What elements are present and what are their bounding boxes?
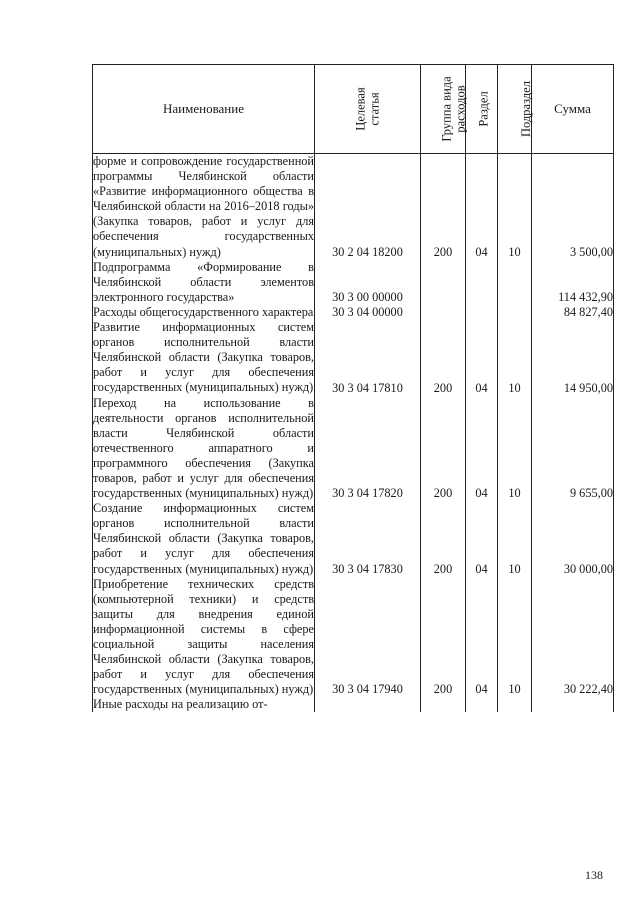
row-amount: 30 222,40 (532, 577, 614, 698)
table-header-row (93, 65, 614, 154)
row-name: Подпрограмма «Формирование в Челябинской области элементов электронного государства» (93, 259, 314, 304)
page-number: 138 (585, 868, 603, 882)
row-name: Создание информационных систем органов исполнительной власти Челябинской области (Закупка товаров, работ и услуг для обеспечения государственных (муниципальных) нужд) (93, 501, 314, 576)
table-row (93, 396, 614, 502)
table-row (93, 260, 614, 305)
row-amount (532, 697, 614, 712)
row-code: 30 3 04 17820 (315, 396, 421, 502)
header-amount: Сумма (532, 65, 614, 154)
row-code: 30 3 04 17830 (315, 501, 421, 576)
row-section: 04 (466, 154, 498, 260)
header-name: Наименование (93, 65, 315, 154)
row-subsection (498, 305, 532, 320)
header-code-rotated (354, 87, 382, 130)
row-section (466, 260, 498, 305)
budget-table (92, 64, 614, 712)
row-section: 04 (466, 320, 498, 395)
row-code: 30 3 04 00000 (315, 305, 421, 320)
row-code (315, 697, 421, 712)
row-subsection: 10 (498, 501, 532, 576)
row-code: 30 3 04 17940 (315, 577, 421, 698)
header-group-line1: Группа вида (439, 75, 454, 142)
header-code-line2: статья (367, 91, 382, 126)
row-group: 200 (421, 154, 466, 260)
row-code: 30 3 04 17810 (315, 320, 421, 395)
header-group (421, 65, 466, 154)
table-row (93, 305, 614, 320)
row-name: форме и сопровождение государственной программы Челябинской области «Развитие информационного общества в Челябинской области на 2016–2018 годы» (Закупка товаров, работ и услуг для обеспечения государственных (муниципальных) нужд) (93, 154, 314, 259)
row-code: 30 2 04 18200 (315, 154, 421, 260)
row-amount: 84 827,40 (532, 305, 614, 320)
row-amount: 14 950,00 (532, 320, 614, 395)
row-section: 04 (466, 501, 498, 576)
row-group: 200 (421, 501, 466, 576)
row-section: 04 (466, 396, 498, 502)
header-section: Раздел (466, 65, 498, 154)
row-name: Расходы общегосударственного характера (93, 304, 314, 319)
row-subsection: 10 (498, 320, 532, 395)
row-name: Переход на использование в деятельности органов исполнительной власти Челябинской области отечественного аппаратного и программного обеспечения (Закупка товаров, работ и услуг для обеспечения государственных (муниципальных) нужд) (93, 395, 314, 501)
row-subsection: 10 (498, 154, 532, 260)
header-subsection: Подраздел (498, 65, 532, 154)
row-subsection: 10 (498, 577, 532, 698)
header-code-line1: Целевая (353, 86, 368, 131)
row-amount: 9 655,00 (532, 396, 614, 502)
row-group: 200 (421, 320, 466, 395)
row-group (421, 305, 466, 320)
row-group: 200 (421, 396, 466, 502)
row-group (421, 260, 466, 305)
table-row (93, 501, 614, 576)
row-subsection: 10 (498, 396, 532, 502)
row-name: Приобретение технических средств (компьютерной техники) и средств защиты для внедрения единой информационной системы в сфере социальной защиты населения Челябинской области (Закупка товаров, работ и услуг для обеспечения государственных (муниципальных) нужд) (93, 576, 314, 697)
row-group: 200 (421, 577, 466, 698)
row-subsection (498, 697, 532, 712)
row-section (466, 305, 498, 320)
table-row (93, 320, 614, 395)
row-amount: 114 432,90 (532, 260, 614, 305)
row-amount: 3 500,00 (532, 154, 614, 260)
header-group-line2: расходов (453, 84, 468, 133)
row-amount: 30 000,00 (532, 501, 614, 576)
table-row (93, 697, 614, 712)
row-name: Развитие информационных систем органов исполнительной власти Челябинской области (Закупка товаров, работ и услуг для обеспечения государственных (муниципальных) нужд) (93, 320, 314, 395)
row-section (466, 697, 498, 712)
header-code (315, 65, 421, 154)
table-row (93, 577, 614, 698)
table-row (93, 154, 614, 260)
header-group-rotated (440, 76, 468, 141)
row-subsection (498, 260, 532, 305)
row-section: 04 (466, 577, 498, 698)
row-code: 30 3 00 00000 (315, 260, 421, 305)
row-group (421, 697, 466, 712)
row-name: Иные расходы на реализацию от- (93, 697, 315, 712)
